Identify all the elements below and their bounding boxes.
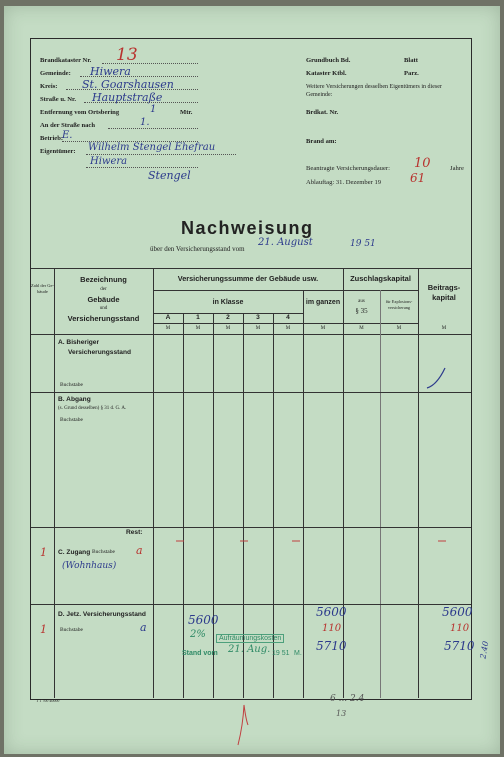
row-d-stand: Stand vom (182, 650, 218, 657)
gemeinde-label: Gemeinde: (40, 70, 71, 77)
row-d-stand-year: 19 51 (272, 650, 290, 657)
row-d-zahl: 1 (40, 623, 47, 636)
class-4: 4 (286, 314, 290, 321)
eigentuemer-place: Hiwera (90, 156, 128, 167)
row-d-stand-unit: M. (294, 650, 302, 657)
row-d-buchstabe: Buchstabe (60, 627, 83, 633)
unit-m-35: M (359, 326, 364, 331)
col-bez1: Bezeichnung (80, 275, 127, 284)
row-d-ganzen: 5600 (316, 605, 347, 619)
blatt-label: Blatt (404, 57, 418, 64)
kreis-label: Kreis: (40, 83, 58, 90)
parz-label: Parz. (404, 70, 419, 77)
col-summe: Versicherungssumme der Gebäude usw. (177, 274, 319, 283)
entfernung-unit: Mtr. (180, 109, 193, 116)
eigentuemer-label: Eigentümer: (40, 148, 76, 155)
col-bez5: Versicherungsstand (67, 314, 140, 323)
col-bez3: Gebäude (87, 295, 120, 304)
row-d-label: D. Jetz. Versicherungsstand (58, 611, 146, 618)
row-d-value: a (140, 621, 147, 634)
row-c-value: a (136, 544, 143, 557)
unit-m-a: M (165, 326, 171, 331)
subtitle-year: 19 51 (350, 239, 376, 249)
class-1: 1 (196, 314, 200, 321)
col-aus: aus (358, 299, 365, 304)
betrieb-label: Betrieb: (40, 135, 64, 142)
unit-m-beitrag: M (441, 326, 447, 331)
row-c-label: C. Zugang (58, 549, 91, 556)
row-rest-label: Rest: (126, 529, 143, 536)
subtitle-prefix: über den Versicherungsstand vom (150, 245, 245, 253)
unit-m-1: M (195, 326, 201, 331)
row-a-label2: Versicherungsstand (68, 349, 132, 356)
brdkat-label: Brdkat. Nr. (306, 109, 339, 116)
col-zuschlag: Zuschlagskapital (350, 274, 411, 283)
col-bez2: der (100, 287, 107, 292)
unit-m-4: M (285, 326, 291, 331)
brandkataster-value: 13 (116, 45, 138, 65)
unit-m-ganzen: M (320, 326, 326, 331)
col-bez4: und (99, 306, 108, 311)
dauer-unit: Jahre (450, 165, 464, 172)
brand-am-label: Brand am: (306, 138, 337, 145)
strasse-nach-label: An der Straße nach (40, 122, 96, 129)
unit-m-fuer: M (396, 326, 402, 331)
kataster-label: Kataster Ktbl. (306, 70, 347, 77)
class-3: 3 (256, 314, 260, 321)
entfernung-label: Entfernung vom Ortsbering (40, 109, 120, 116)
entfernung-value: 1 (150, 104, 157, 115)
row-c-desc: (Wohnhaus) (62, 561, 117, 571)
dauer-label: Beantragte Versicherungsdauer: (306, 165, 390, 172)
col-imganzen: im ganzen (305, 299, 341, 306)
row-d-side: 2.40 (478, 640, 491, 660)
unit-m-2: M (225, 326, 231, 331)
bottom-mark: 6 ... 2.4 (330, 694, 365, 704)
col-35: § 35 (355, 307, 368, 315)
row-d-aufraeum: Aufräumungskosten (216, 634, 284, 643)
row-d-beitrag: 5600 (442, 605, 473, 619)
ablauf-label: Ablauftag: 31. Dezember 19 (306, 179, 382, 186)
class-a: A (165, 314, 171, 321)
ablauf-value: 61 (410, 171, 426, 185)
row-c-zahl: 1 (40, 546, 47, 559)
unit-m-3: M (255, 326, 261, 331)
row-d-ganzen2: 110 (322, 623, 342, 634)
row-a-buchstabe: Buchstabe (60, 382, 83, 388)
dauer-value: 10 (414, 156, 431, 171)
col-inklasse: in Klasse (212, 299, 244, 306)
col-beitrag: Beitrags-kapital (427, 283, 461, 302)
row-d-ganzen3: 5710 (316, 639, 347, 653)
strasse-value: Hauptstraße (92, 91, 163, 104)
row-b-buchstabe: Buchstabe (60, 417, 83, 423)
row-b-sub: (s. Grund desselben) § 31 d. G. A. (58, 406, 127, 411)
row-b-label: B. Abgang (58, 396, 91, 403)
strasse-nach-value: 1. (140, 117, 150, 128)
eigentuemer-value: Wilhelm Stengel Ehefrau (88, 142, 216, 153)
kreis-value: St. Goarshausen (82, 78, 174, 91)
weitere-label: Weitere Versicherungen desselben Eigentümers in dieser Gemeinde: (306, 84, 442, 98)
eigentuemer-name: Stengel (148, 169, 191, 182)
row-d-pct: 2% (190, 629, 206, 640)
row-a-label: A. Bisheriger (58, 339, 100, 346)
col-zahl: Zahl der Ge-bäude (31, 283, 54, 294)
class-2: 2 (226, 314, 230, 321)
page-title: Nachweisung (181, 218, 314, 238)
row-d-beitrag3: 5710 (444, 639, 475, 653)
col-fuer: für Explosions-versicherung (385, 299, 413, 310)
row-d-beitrag2: 110 (450, 623, 470, 634)
strasse-label: Straße u. Nr. (40, 96, 77, 103)
bottom-mark2: 13 (336, 709, 347, 718)
brandkataster-label: Brandkataster Nr. (40, 57, 92, 64)
subtitle-date: 21. August (258, 237, 313, 248)
row-c-buchstabe: Buchstabe (92, 549, 115, 555)
betrieb-value: E. (62, 130, 73, 141)
print-code: T 1 700 40000 (36, 698, 60, 703)
row-d-stand-date: 21. Aug. (228, 644, 271, 655)
gemeinde-value: Hiwera (90, 65, 131, 78)
row-d-klasse-a: 5600 (188, 613, 219, 627)
grundbuch-label: Grundbuch Bd. (306, 57, 351, 64)
